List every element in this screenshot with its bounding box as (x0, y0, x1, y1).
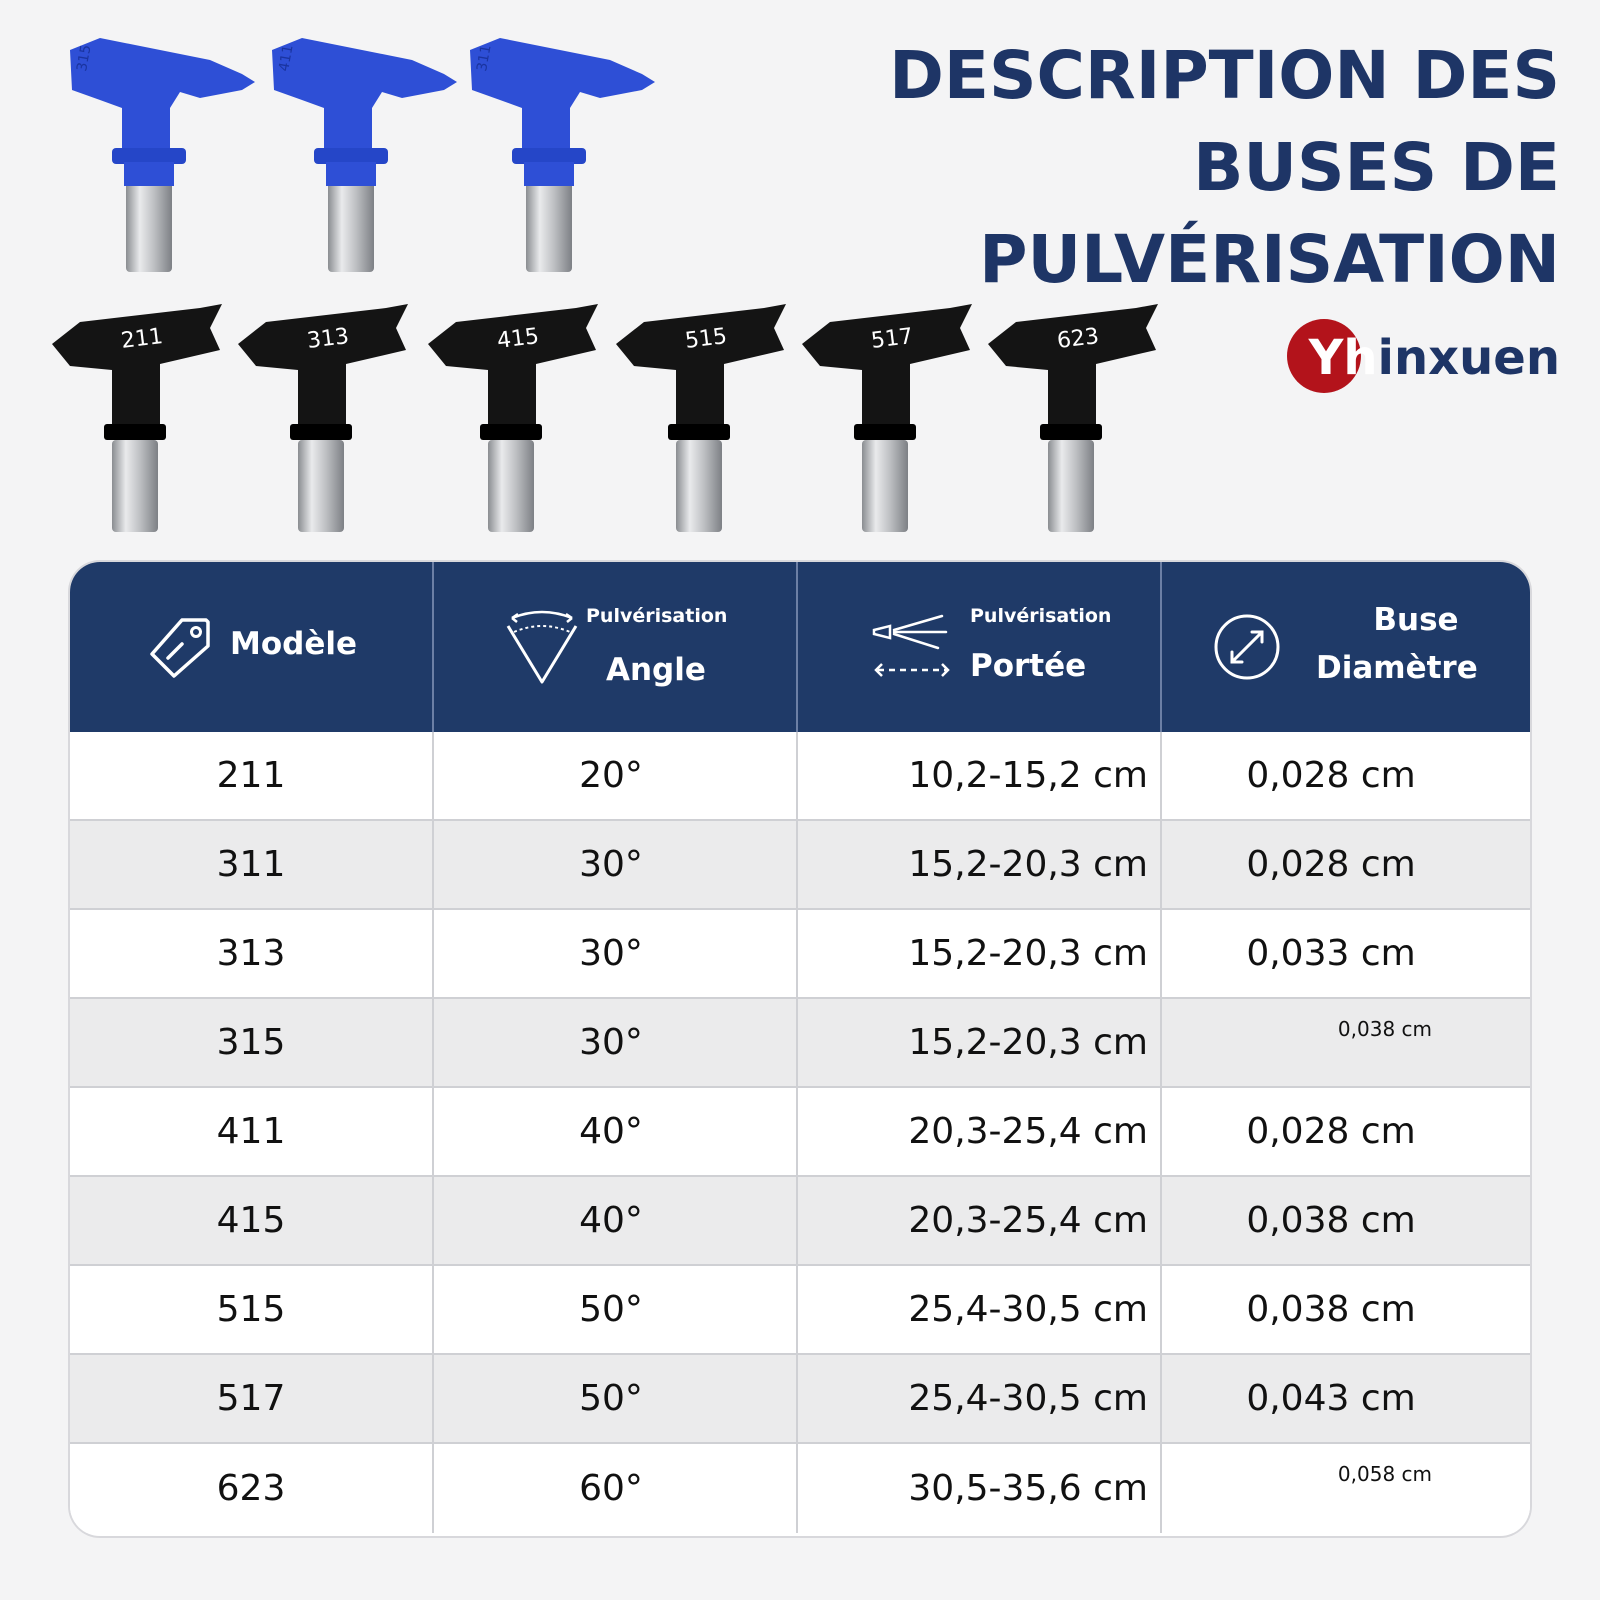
model-cell: 517 (70, 1355, 434, 1442)
angle-cell: 40° (434, 1177, 798, 1264)
angle-cell: 30° (434, 999, 798, 1086)
spec-table (70, 562, 1530, 1536)
model-cell: 313 (70, 910, 434, 997)
angle-cell: 30° (434, 821, 798, 908)
tag-icon (148, 614, 214, 680)
spray-angle-icon (502, 610, 582, 686)
svg-text:411: 411 (276, 43, 297, 73)
header-diameter (1162, 562, 1530, 732)
range-cell: 20,3-25,4 cm (798, 1088, 1162, 1175)
brand-initials: Yh (1308, 330, 1378, 386)
table-row (70, 1444, 1530, 1533)
table-row (70, 910, 1530, 999)
brand-logo (1287, 318, 1560, 398)
table-header (70, 562, 1530, 732)
model-cell: 415 (70, 1177, 434, 1264)
angle-cell: 50° (434, 1266, 798, 1353)
range-cell: 25,4-30,5 cm (798, 1355, 1162, 1442)
svg-text:623: 623 (1055, 324, 1101, 354)
blue-spray-tip-1 (60, 30, 270, 280)
range-cell: 30,5-35,6 cm (798, 1444, 1162, 1533)
blue-spray-tip-3 (460, 30, 670, 280)
svg-text:211: 211 (119, 324, 165, 354)
diameter-cell: 0,033 cm (1246, 933, 1416, 974)
black-spray-tip-1 (50, 300, 230, 540)
table-row (70, 821, 1530, 910)
black-spray-tip-3 (426, 300, 606, 540)
range-cell: 25,4-30,5 cm (798, 1266, 1162, 1353)
title-line-2: BUSES DE (1193, 129, 1560, 206)
diameter-cell: 0,028 cm (1246, 755, 1416, 796)
table-row (70, 1266, 1530, 1355)
black-spray-tip-5 (800, 300, 980, 540)
range-cell: 15,2-20,3 cm (798, 910, 1162, 997)
diameter-cell: 0,028 cm (1246, 844, 1416, 885)
svg-text:315: 315 (74, 43, 95, 73)
brand-name: inxuen (1377, 330, 1560, 386)
model-cell: 515 (70, 1266, 434, 1353)
diameter-cell: 0,038 cm (1246, 1289, 1416, 1330)
black-spray-tip-4 (614, 300, 794, 540)
angle-cell: 40° (434, 1088, 798, 1175)
diameter-cell: 0,038 cm (1246, 1200, 1416, 1241)
header-range (798, 562, 1162, 732)
svg-text:415: 415 (495, 324, 541, 354)
table-row (70, 1177, 1530, 1266)
svg-text:515: 515 (683, 324, 729, 354)
table-row (70, 999, 1530, 1088)
svg-text:313: 313 (305, 324, 351, 354)
header-angle (434, 562, 798, 732)
diameter-cell: 0,058 cm (1337, 1462, 1432, 1486)
header-angle-label: Angle (606, 652, 706, 688)
header-range-small: Pulvérisation (970, 605, 1112, 627)
header-diameter-line2: Diamètre (1316, 650, 1478, 686)
spray-range-icon (872, 612, 952, 684)
range-cell: 15,2-20,3 cm (798, 821, 1162, 908)
diameter-cell: 0,038 cm (1337, 1017, 1432, 1041)
header-model (70, 562, 434, 732)
table-row (70, 1355, 1530, 1444)
black-spray-tip-6 (986, 300, 1166, 540)
table-row (70, 1088, 1530, 1177)
diameter-cell: 0,028 cm (1246, 1111, 1416, 1152)
range-cell: 15,2-20,3 cm (798, 999, 1162, 1086)
header-angle-small: Pulvérisation (586, 605, 728, 627)
model-cell: 315 (70, 999, 434, 1086)
model-cell: 211 (70, 732, 434, 819)
angle-cell: 30° (434, 910, 798, 997)
blue-spray-tip-2 (262, 30, 472, 280)
model-cell: 311 (70, 821, 434, 908)
svg-text:311: 311 (474, 43, 495, 73)
table-row (70, 732, 1530, 821)
angle-cell: 60° (434, 1444, 798, 1533)
black-spray-tip-2 (236, 300, 416, 540)
svg-text:517: 517 (869, 324, 915, 354)
range-cell: 20,3-25,4 cm (798, 1177, 1162, 1264)
angle-cell: 20° (434, 732, 798, 819)
diameter-icon (1212, 612, 1282, 682)
header-range-label: Portée (970, 648, 1087, 684)
model-cell: 411 (70, 1088, 434, 1175)
range-cell: 10,2-15,2 cm (798, 732, 1162, 819)
table-body (70, 732, 1530, 1533)
title-line-1: DESCRIPTION DES (889, 37, 1560, 114)
diameter-cell: 0,043 cm (1246, 1378, 1416, 1419)
model-cell: 623 (70, 1444, 434, 1533)
header-diameter-line1: Buse (1373, 602, 1459, 638)
angle-cell: 50° (434, 1355, 798, 1442)
page-title (889, 30, 1560, 306)
header-model-label: Modèle (230, 626, 358, 662)
title-line-3: PULVÉRISATION (979, 221, 1560, 298)
